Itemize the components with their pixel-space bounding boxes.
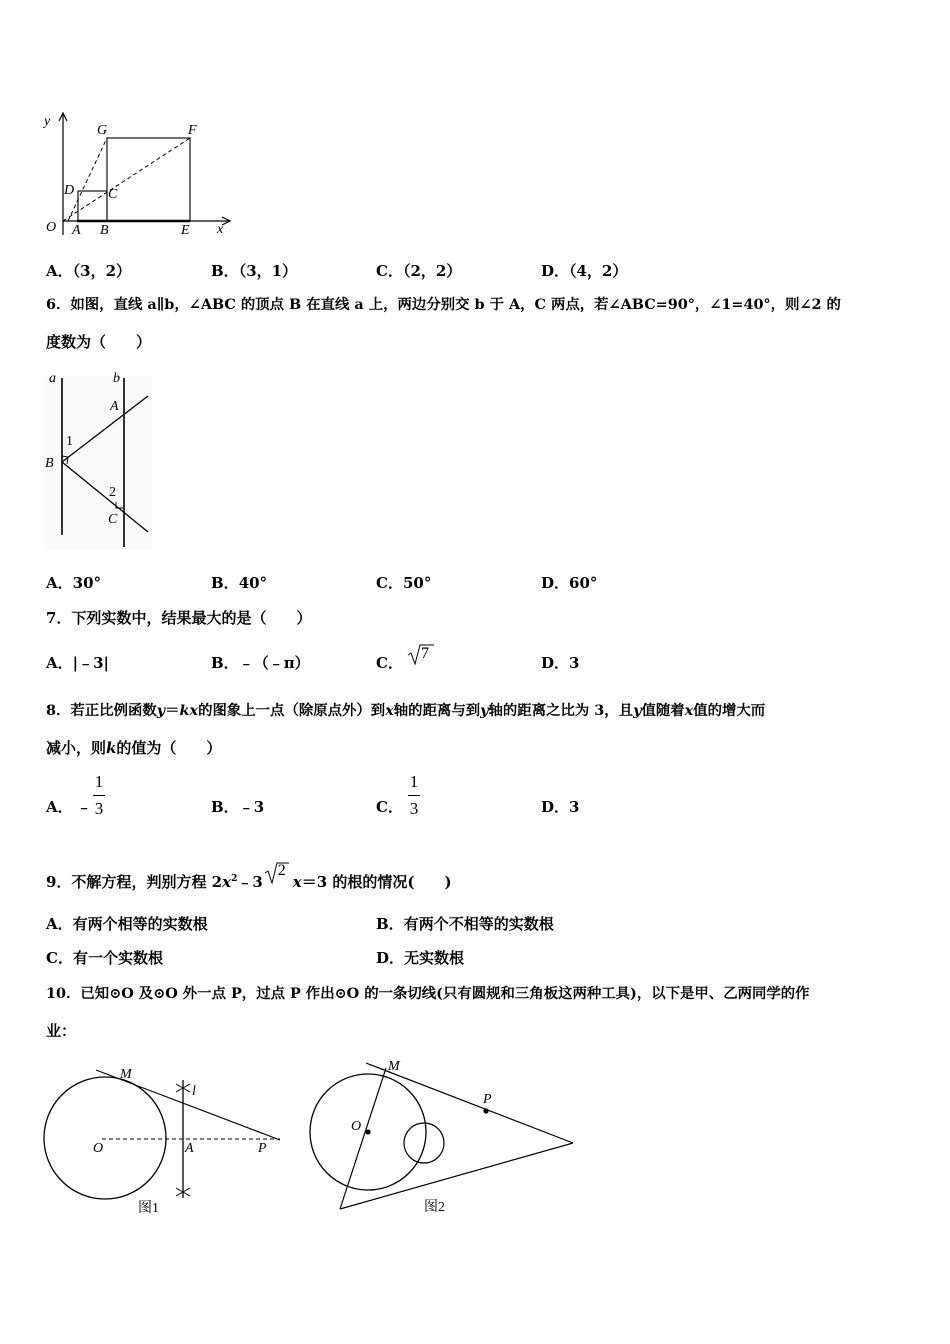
option-letter: A． [46, 262, 73, 280]
option-letter: C． [376, 654, 403, 672]
q9-exponent: 2 [231, 874, 238, 884]
q5-point-f: F [188, 123, 197, 138]
q5-point-b: B [100, 223, 109, 238]
q6-figure [40, 370, 155, 555]
q10-figure-1-drawing [40, 1060, 290, 1220]
option-letter: B． [211, 262, 239, 280]
option-letter: B． [211, 654, 239, 672]
q8-var-y: y [633, 702, 642, 719]
q9-stem [46, 862, 452, 892]
option-text: （2，2） [402, 262, 462, 280]
q9-text: 9．不解方程，判别方程 2 [46, 873, 223, 891]
q5-option-d[interactable] [541, 261, 627, 281]
option-text: 有两个不相等的实数根 [403, 915, 554, 933]
q8-var-kx: kx [179, 702, 199, 719]
q8-option-b[interactable] [211, 797, 264, 817]
option-text: 有一个实数根 [72, 949, 163, 967]
q8-option-a-fraction-bar [93, 795, 105, 796]
q8-text: 的图象上一点（除原点外）到 [198, 702, 386, 719]
option-text: 3 [569, 798, 580, 816]
q8-text: 8．若正比例函数 [46, 702, 157, 719]
q10-fig1-point-m: M [120, 1067, 132, 1082]
q6-stem-line1: 6．如图，直线 a∥b，∠ABC 的顶点 B 在直线 a 上，两边分别交 b 于 A，C 两点，若∠ABC=90°，∠1=40°，则∠2 的 [46, 296, 841, 313]
q9-var-x: x [292, 873, 302, 891]
q8-option-a-numerator: 1 [94, 772, 104, 791]
q7-option-a[interactable] [46, 653, 109, 673]
option-text: （4，2） [569, 262, 628, 280]
option-text: 有两个相等的实数根 [72, 915, 208, 933]
q10-fig2-caption: 图2 [424, 1200, 445, 1215]
q8-option-c-numerator: 1 [409, 772, 419, 791]
q8-option-a[interactable] [46, 797, 92, 817]
option-letter: B． [211, 798, 239, 816]
option-text: 30° [72, 574, 102, 592]
q8-option-c[interactable] [376, 797, 403, 817]
q8-text: 的值为（ ） [116, 739, 222, 757]
option-letter: D． [376, 949, 405, 967]
q10-stem-line2: 业： [46, 1022, 77, 1040]
q6-figure-drawing [40, 370, 155, 555]
option-letter: D． [541, 798, 570, 816]
q8-text: ＝ [165, 702, 180, 719]
q10-figure-2-drawing [300, 1055, 590, 1220]
q8-text: 轴的距离之比为 3，且 [488, 702, 634, 719]
option-letter: D． [541, 654, 570, 672]
option-text: ﹣3 [238, 798, 265, 816]
q8-text: 轴的距离与到 [393, 702, 481, 719]
q8-option-c-fraction-bar [408, 795, 420, 796]
q7-stem: 7．下列实数中，结果最大的是（ ） [46, 609, 312, 627]
q8-var-x: x [385, 702, 394, 719]
option-text: |﹣3| [72, 654, 109, 672]
q6-point-a: A [110, 399, 119, 414]
q9-option-d[interactable] [376, 948, 464, 968]
option-text: 60° [569, 574, 598, 592]
q8-var-k: k [106, 739, 117, 757]
option-text: 50° [402, 574, 432, 592]
q10-fig2-point-p: P [483, 1092, 492, 1107]
q10-stem-line1: 10．已知⊙O 及⊙O 外一点 P，过点 P 作出⊙O 的一条切线(只有圆规和三角板这两种工具)，以下是甲、乙两同学的作 [46, 985, 810, 1002]
q10-fig2-point-m: M [388, 1059, 400, 1074]
option-text: （3，2） [72, 262, 132, 280]
q6-stem-line2: 度数为（ ） [46, 333, 152, 351]
q10-fig1-point-o: O [93, 1141, 104, 1156]
q5-axis-y-label: y [44, 114, 51, 129]
option-prefix: ﹣ [76, 798, 92, 816]
option-letter: D． [541, 574, 570, 592]
q9-option-b[interactable] [376, 914, 554, 934]
q8-var-x: x [684, 702, 694, 719]
q7-option-d[interactable] [541, 653, 579, 673]
q5-point-e: E [181, 223, 190, 238]
q6-line-b-label: b [113, 371, 120, 386]
q9-option-a[interactable] [46, 914, 208, 934]
q6-point-b: B [45, 456, 54, 471]
q5-point-c: C [108, 187, 118, 202]
q10-fig1-line-l: l [192, 1084, 196, 1099]
option-text: 3 [569, 654, 580, 672]
option-letter: D． [541, 262, 570, 280]
option-letter: C． [376, 574, 403, 592]
q5-point-o: O [46, 220, 57, 235]
q6-angle-2-label: 2 [109, 485, 116, 500]
q8-var-y: y [156, 702, 166, 719]
sqrt-sign-icon [263, 859, 291, 885]
q5-option-b[interactable] [211, 261, 297, 281]
option-letter: B． [376, 915, 404, 933]
q5-option-a[interactable] [46, 261, 131, 281]
option-letter: A． [46, 915, 73, 933]
q7-option-b[interactable] [211, 653, 310, 673]
q10-fig1-caption: 图1 [138, 1201, 159, 1216]
option-letter: A． [46, 574, 73, 592]
q8-text: 值的增大而 [693, 702, 766, 719]
option-letter: C． [46, 949, 73, 967]
q7-radicand: 7 [421, 645, 429, 662]
q8-text: 减小，则 [46, 739, 107, 757]
option-text: （3，1） [238, 262, 298, 280]
q9-text: ＝3 的根的情况( ) [301, 873, 452, 891]
q9-radical [263, 862, 291, 889]
option-text: 无实数根 [404, 949, 465, 967]
q10-fig2-point-o: O [351, 1119, 362, 1134]
option-text: ﹣（﹣π） [238, 654, 310, 672]
q9-var-x: x [222, 873, 232, 891]
option-letter: A． [46, 798, 73, 816]
q6-option-c[interactable] [376, 573, 431, 593]
q6-option-b[interactable] [211, 573, 267, 593]
q5-option-c[interactable] [376, 261, 461, 281]
q8-option-a-denominator: 3 [94, 799, 104, 818]
q5-figure [40, 108, 240, 243]
q5-figure-drawing [40, 108, 240, 243]
q8-option-d[interactable] [541, 797, 579, 817]
q6-option-a[interactable] [46, 573, 101, 593]
q9-text: ﹣3 [237, 873, 263, 891]
q9-radicand: 2 [277, 862, 286, 879]
option-text: 40° [238, 574, 268, 592]
q10-figure-1 [40, 1060, 290, 1220]
option-letter: C． [376, 798, 403, 816]
q5-point-g: G [97, 123, 108, 138]
q8-text: 值随着 [641, 702, 685, 719]
q8-option-c-denominator: 3 [409, 799, 419, 818]
q8-var-y: y [480, 702, 489, 719]
q8-stem-line1 [46, 701, 765, 721]
q10-fig1-point-p: P [258, 1141, 267, 1156]
q6-point-c: C [108, 512, 118, 527]
q10-figure-2 [300, 1055, 590, 1220]
q8-stem-line2 [46, 738, 221, 758]
q6-option-d[interactable] [541, 573, 597, 593]
q7-option-c[interactable] [376, 653, 403, 673]
option-letter: A． [46, 654, 73, 672]
q5-point-a: A [72, 223, 81, 238]
q10-fig1-point-a: A [185, 1141, 194, 1156]
q7-option-c-radical [406, 642, 436, 668]
q6-angle-1-label: 1 [66, 434, 73, 449]
q5-point-d: D [64, 183, 75, 198]
option-letter: C． [376, 262, 403, 280]
q5-axis-x-label: x [217, 222, 224, 237]
option-letter: B． [211, 574, 239, 592]
q9-option-c[interactable] [46, 948, 163, 968]
q6-line-a-label: a [49, 371, 56, 386]
